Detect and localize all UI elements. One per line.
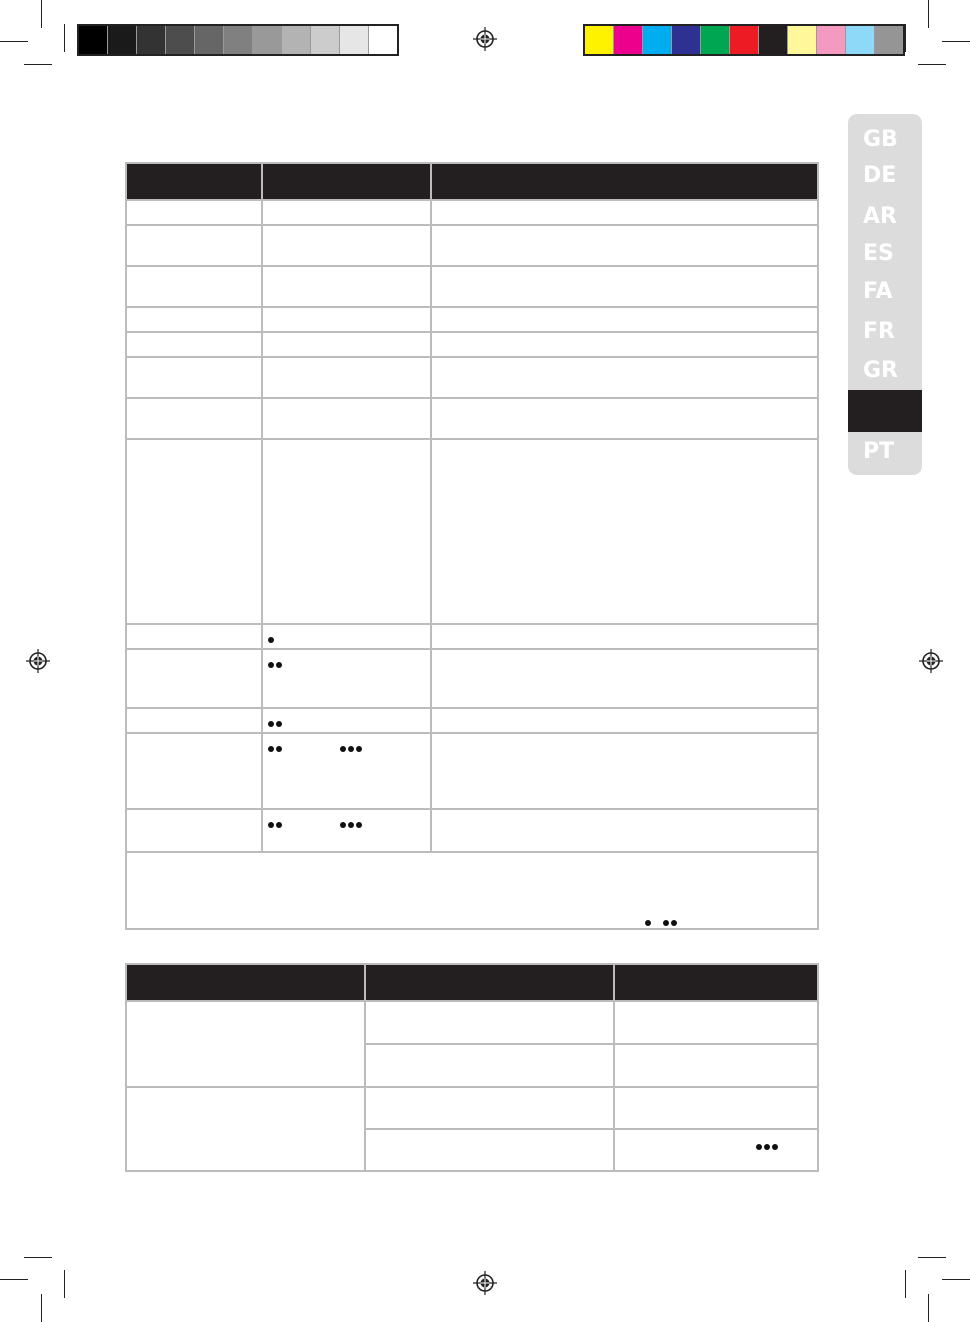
- table-header-row: [126, 163, 818, 200]
- crop-mark: [41, 1294, 42, 1322]
- crop-mark: [0, 41, 28, 42]
- table-cell: [431, 708, 818, 733]
- table-cell: [126, 266, 262, 307]
- language-tab-ar[interactable]: AR: [863, 204, 897, 229]
- bullet-dots-icon: [756, 1138, 780, 1153]
- table-row: [126, 733, 818, 809]
- spec-table: [125, 162, 819, 930]
- table-row: [126, 200, 818, 225]
- table-row: [126, 332, 818, 357]
- color-swatch: [224, 26, 253, 54]
- table-header-cell: [126, 163, 262, 200]
- color-swatch: [282, 26, 311, 54]
- table-header-row: [126, 964, 818, 1001]
- color-swatch: [253, 26, 282, 54]
- color-swatch: [701, 26, 730, 54]
- table-footnote-cell: [126, 852, 818, 929]
- table-cell: [431, 200, 818, 225]
- bullet-dots-icon: [663, 914, 679, 929]
- crop-mark: [928, 1294, 929, 1322]
- table-cell: [262, 624, 431, 649]
- table-cell: [126, 332, 262, 357]
- table-cell: [262, 733, 431, 809]
- table-header-cell: [126, 964, 365, 1001]
- table-row: [126, 266, 818, 307]
- table-cell: [431, 307, 818, 332]
- color-swatch: [817, 26, 846, 54]
- bullet-dots-icon: [340, 740, 364, 755]
- language-tab-gb[interactable]: GB: [863, 127, 898, 152]
- color-swatch: [643, 26, 672, 54]
- language-tab-strip: [848, 114, 922, 475]
- table-cell: [126, 708, 262, 733]
- table-row: [126, 1001, 818, 1044]
- crop-mark: [905, 24, 906, 52]
- table-cell: [614, 1087, 818, 1129]
- language-tab-de[interactable]: DE: [863, 163, 897, 188]
- table-cell: [614, 1001, 818, 1044]
- table-cell: [262, 200, 431, 225]
- color-swatch: [759, 26, 788, 54]
- registration-mark-icon: [473, 1271, 497, 1295]
- bullet-dots-icon: [268, 816, 284, 831]
- table-row: [126, 398, 818, 439]
- table-cell: [126, 733, 262, 809]
- table-cell: [126, 624, 262, 649]
- registration-mark-icon: [473, 27, 497, 51]
- table-row: [126, 809, 818, 852]
- color-swatch: [137, 26, 166, 54]
- table-cell: [614, 1129, 818, 1171]
- table-cell: [126, 809, 262, 852]
- table-cell: [262, 809, 431, 852]
- language-tab-pt[interactable]: PT: [863, 439, 895, 464]
- table-cell: [431, 332, 818, 357]
- table-cell: [365, 1087, 614, 1129]
- table-row: [126, 307, 818, 332]
- bullet-dots-icon: [645, 914, 653, 929]
- table-cell: [262, 649, 431, 708]
- table-row: [126, 708, 818, 733]
- bullet-dots-icon: [268, 656, 284, 671]
- table-row: [126, 1087, 818, 1129]
- bullet-dots-icon: [268, 740, 284, 755]
- language-tab-fa[interactable]: FA: [863, 279, 893, 304]
- color-swatch: [108, 26, 137, 54]
- table-cell: [614, 1044, 818, 1087]
- crop-mark: [0, 1279, 28, 1280]
- table-cell: [431, 439, 818, 624]
- table-cell: [262, 266, 431, 307]
- table-cell: [431, 225, 818, 266]
- color-swatch: [875, 26, 903, 54]
- process-color-bar: [583, 24, 905, 56]
- bullet-dots-icon: [340, 816, 364, 831]
- secondary-table: [125, 963, 819, 1172]
- table-cell: [431, 809, 818, 852]
- color-swatch: [730, 26, 759, 54]
- table-cell: [126, 649, 262, 708]
- table-cell: [126, 439, 262, 624]
- table-cell: [262, 708, 431, 733]
- color-swatch: [311, 26, 340, 54]
- table-header-cell: [431, 163, 818, 200]
- language-tab-gr[interactable]: GR: [863, 358, 898, 383]
- table-header-cell: [262, 163, 431, 200]
- color-swatch: [369, 26, 397, 54]
- table-cell: [365, 1001, 614, 1044]
- table-cell: [262, 357, 431, 398]
- crop-mark: [64, 1270, 65, 1298]
- table-cell: [262, 439, 431, 624]
- crop-mark: [905, 1270, 906, 1298]
- color-swatch: [166, 26, 195, 54]
- table-cell: [431, 357, 818, 398]
- table-cell: [126, 398, 262, 439]
- color-swatch: [195, 26, 224, 54]
- table-row: [126, 439, 818, 624]
- table-cell: [431, 624, 818, 649]
- crop-mark: [41, 0, 42, 28]
- registration-mark-icon: [919, 649, 943, 673]
- table-cell: [126, 225, 262, 266]
- table-cell: [262, 225, 431, 266]
- table-cell: [126, 307, 262, 332]
- table-cell: [126, 1001, 365, 1087]
- crop-mark: [24, 1257, 52, 1258]
- color-swatch: [788, 26, 817, 54]
- crop-mark: [918, 1257, 946, 1258]
- color-swatch: [846, 26, 875, 54]
- table-header-cell: [614, 964, 818, 1001]
- language-tab-active[interactable]: [848, 390, 922, 432]
- bullet-dots-icon: [268, 631, 276, 646]
- color-swatch: [614, 26, 643, 54]
- crop-mark: [942, 1279, 970, 1280]
- crop-mark: [918, 64, 946, 65]
- registration-mark-icon: [26, 649, 50, 673]
- table-cell: [126, 200, 262, 225]
- table-header-cell: [365, 964, 614, 1001]
- color-swatch: [79, 26, 108, 54]
- table-cell: [262, 332, 431, 357]
- table-cell: [431, 649, 818, 708]
- table-cell: [365, 1044, 614, 1087]
- color-swatch: [672, 26, 701, 54]
- table-cell: [431, 733, 818, 809]
- table-cell: [431, 398, 818, 439]
- table-row: [126, 624, 818, 649]
- grayscale-color-bar: [77, 24, 399, 56]
- table-cell: [431, 266, 818, 307]
- color-swatch: [585, 26, 614, 54]
- table-row: [126, 225, 818, 266]
- table-cell: [262, 307, 431, 332]
- language-tab-fr[interactable]: FR: [863, 319, 895, 344]
- table-row: [126, 357, 818, 398]
- crop-mark: [942, 41, 970, 42]
- crop-mark: [24, 64, 52, 65]
- table-footer-row: [126, 852, 818, 929]
- table-cell: [126, 1087, 365, 1171]
- crop-mark: [928, 0, 929, 28]
- language-tab-es[interactable]: ES: [863, 241, 894, 266]
- table-cell: [365, 1129, 614, 1171]
- crop-mark: [64, 24, 65, 52]
- table-cell: [126, 357, 262, 398]
- table-row: [126, 649, 818, 708]
- table-cell: [262, 398, 431, 439]
- bullet-dots-icon: [268, 715, 284, 730]
- color-swatch: [340, 26, 369, 54]
